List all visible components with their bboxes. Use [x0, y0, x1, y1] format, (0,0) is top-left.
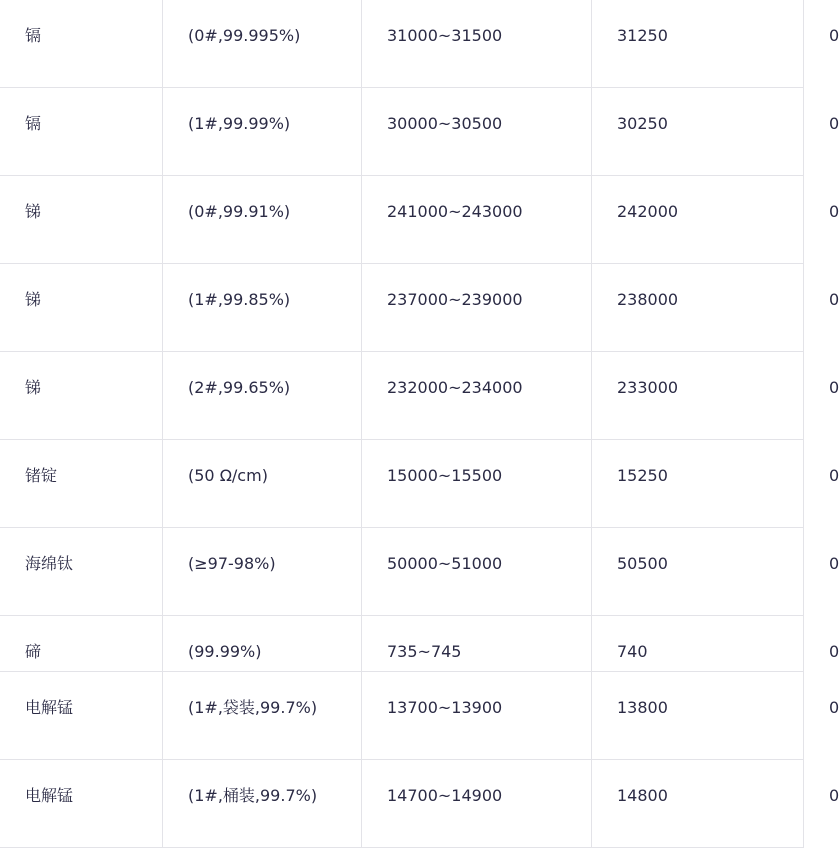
price-range-cell: 14700~14900: [362, 760, 592, 848]
spec-cell: (1#,桶装,99.7%): [163, 760, 362, 848]
spec-cell: (50 Ω/cm): [163, 440, 362, 528]
metal-name-cell: 碲: [0, 616, 163, 672]
average-price-cell: 238000: [592, 264, 804, 352]
price-range-cell: 13700~13900: [362, 672, 592, 760]
average-price-cell: 13800: [592, 672, 804, 760]
price-range-cell: 30000~30500: [362, 88, 592, 176]
metal-name-cell: 锑: [0, 176, 163, 264]
average-price-cell: 30250: [592, 88, 804, 176]
average-price-cell: 14800: [592, 760, 804, 848]
price-range-cell: 50000~51000: [362, 528, 592, 616]
spec-cell: (99.99%): [163, 616, 362, 672]
metal-name-cell: 锑: [0, 352, 163, 440]
table-row: 锑 (0#,99.91%) 241000~243000 242000 0: [0, 176, 804, 264]
price-range-cell: 31000~31500: [362, 0, 592, 88]
price-range-cell: 237000~239000: [362, 264, 592, 352]
table-row: 电解锰 (1#,袋装,99.7%) 13700~13900 13800 0: [0, 672, 804, 760]
metal-name-cell: 镉: [0, 0, 163, 88]
metal-name-cell: 锗锭: [0, 440, 163, 528]
average-price-cell: 740: [592, 616, 804, 672]
table-row: 锑 (2#,99.65%) 232000~234000 233000 0: [0, 352, 804, 440]
table-row: 电解锰 (1#,桶装,99.7%) 14700~14900 14800 0: [0, 760, 804, 848]
table-row: 镉 (0#,99.995%) 31000~31500 31250 0: [0, 0, 804, 88]
spec-cell: (1#,99.99%): [163, 88, 362, 176]
metal-name-cell: 锑: [0, 264, 163, 352]
table-row: 锑 (1#,99.85%) 237000~239000 238000 0: [0, 264, 804, 352]
spec-cell: (0#,99.91%): [163, 176, 362, 264]
price-range-cell: 241000~243000: [362, 176, 592, 264]
spec-cell: (1#,99.85%): [163, 264, 362, 352]
table-row: 碲 (99.99%) 735~745 740 0: [0, 616, 804, 672]
spec-cell: (2#,99.65%): [163, 352, 362, 440]
average-price-cell: 233000: [592, 352, 804, 440]
metal-name-cell: 电解锰: [0, 672, 163, 760]
spec-cell: (1#,袋装,99.7%): [163, 672, 362, 760]
metal-name-cell: 电解锰: [0, 760, 163, 848]
spec-cell: (0#,99.995%): [163, 0, 362, 88]
spec-cell: (≥97-98%): [163, 528, 362, 616]
metal-name-cell: 海绵钛: [0, 528, 163, 616]
table-row: 锗锭 (50 Ω/cm) 15000~15500 15250 0: [0, 440, 804, 528]
average-price-cell: 242000: [592, 176, 804, 264]
average-price-cell: 15250: [592, 440, 804, 528]
price-range-cell: 232000~234000: [362, 352, 592, 440]
table-row: 镉 (1#,99.99%) 30000~30500 30250 0: [0, 88, 804, 176]
table-row: 海绵钛 (≥97-98%) 50000~51000 50500 0: [0, 528, 804, 616]
average-price-cell: 31250: [592, 0, 804, 88]
price-range-cell: 15000~15500: [362, 440, 592, 528]
price-range-cell: 735~745: [362, 616, 592, 672]
average-price-cell: 50500: [592, 528, 804, 616]
metal-name-cell: 镉: [0, 88, 163, 176]
